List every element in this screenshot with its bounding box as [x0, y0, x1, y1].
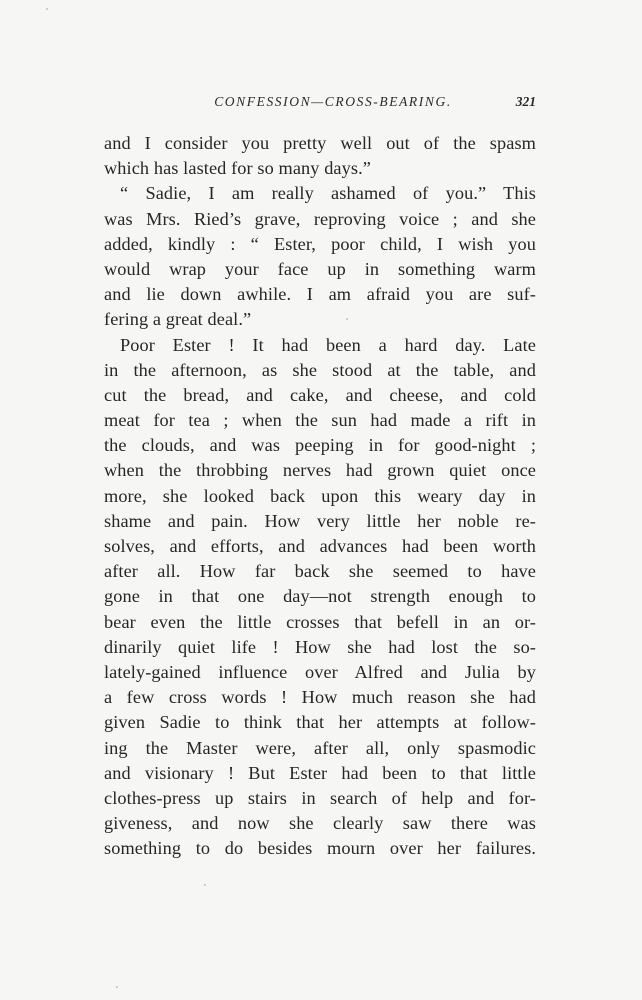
- text-line: and I consider you pretty well out of the spasm: [104, 133, 536, 153]
- text-line: given Sadie to think that her attempts at follow-: [104, 712, 536, 733]
- text-line: ing the Master were, after all, only spasmodic: [104, 737, 536, 758]
- text-line: more, she looked back upon this weary day in: [104, 485, 536, 506]
- text-line: which has lasted for so many days.”: [104, 158, 371, 179]
- paper-speck: [204, 884, 206, 886]
- text-line: added, kindly : “ Ester, poor child, I wish you: [104, 233, 536, 254]
- text-line: meat for tea ; when the sun had made a rift in: [104, 410, 536, 431]
- text-line: lately-gained influence over Alfred and Julia by: [104, 661, 536, 682]
- text-line: the clouds, and was peeping in for good-night ;: [104, 435, 536, 456]
- text-line: Poor Ester ! It had been a hard day. Late: [120, 334, 536, 355]
- text-line: dinarily quiet life ! How she had lost the so-: [104, 636, 536, 657]
- text-line: after all. How far back she seemed to have: [104, 561, 536, 582]
- text-line: bear even the little crosses that befell in an or-: [104, 611, 536, 632]
- text-line: gone in that one day—not strength enough to: [104, 586, 536, 607]
- text-line: “ Sadie, I am really ashamed of you.” This: [120, 183, 536, 204]
- paper-speck: [116, 986, 118, 988]
- text-line: solves, and efforts, and advances had been worth: [104, 536, 536, 556]
- text-line: in the afternoon, as she stood at the table, and: [104, 359, 536, 380]
- running-head-title: CONFESSION—CROSS-BEARING.: [214, 94, 452, 109]
- paper-speck: [46, 8, 48, 10]
- text-line: a few cross words ! How much reason she had: [104, 687, 536, 708]
- text-line: fering a great deal.”: [104, 309, 252, 330]
- body-text: [104, 131, 536, 861]
- page-number: 321: [515, 94, 536, 109]
- text-line: when the throbbing nerves had grown quiet once: [104, 460, 536, 481]
- running-head: [104, 88, 536, 114]
- text-line: and lie down awhile. I am afraid you are suf-: [104, 284, 536, 305]
- paper-speck: [346, 318, 348, 320]
- text-line: giveness, and now she clearly saw there was: [104, 813, 536, 834]
- text-line: was Mrs. Ried’s grave, reproving voice ; and she: [104, 208, 536, 229]
- text-line: something to do besides mourn over her failures.: [104, 838, 536, 859]
- text-line: and visionary ! But Ester had been to that little: [104, 762, 536, 783]
- text-line: would wrap your face up in something warm: [104, 258, 536, 279]
- text-line: clothes-press up stairs in search of help and for-: [104, 787, 536, 808]
- text-line: cut the bread, and cake, and cheese, and cold: [104, 384, 536, 405]
- text-line: shame and pain. How very little her noble re-: [104, 510, 536, 531]
